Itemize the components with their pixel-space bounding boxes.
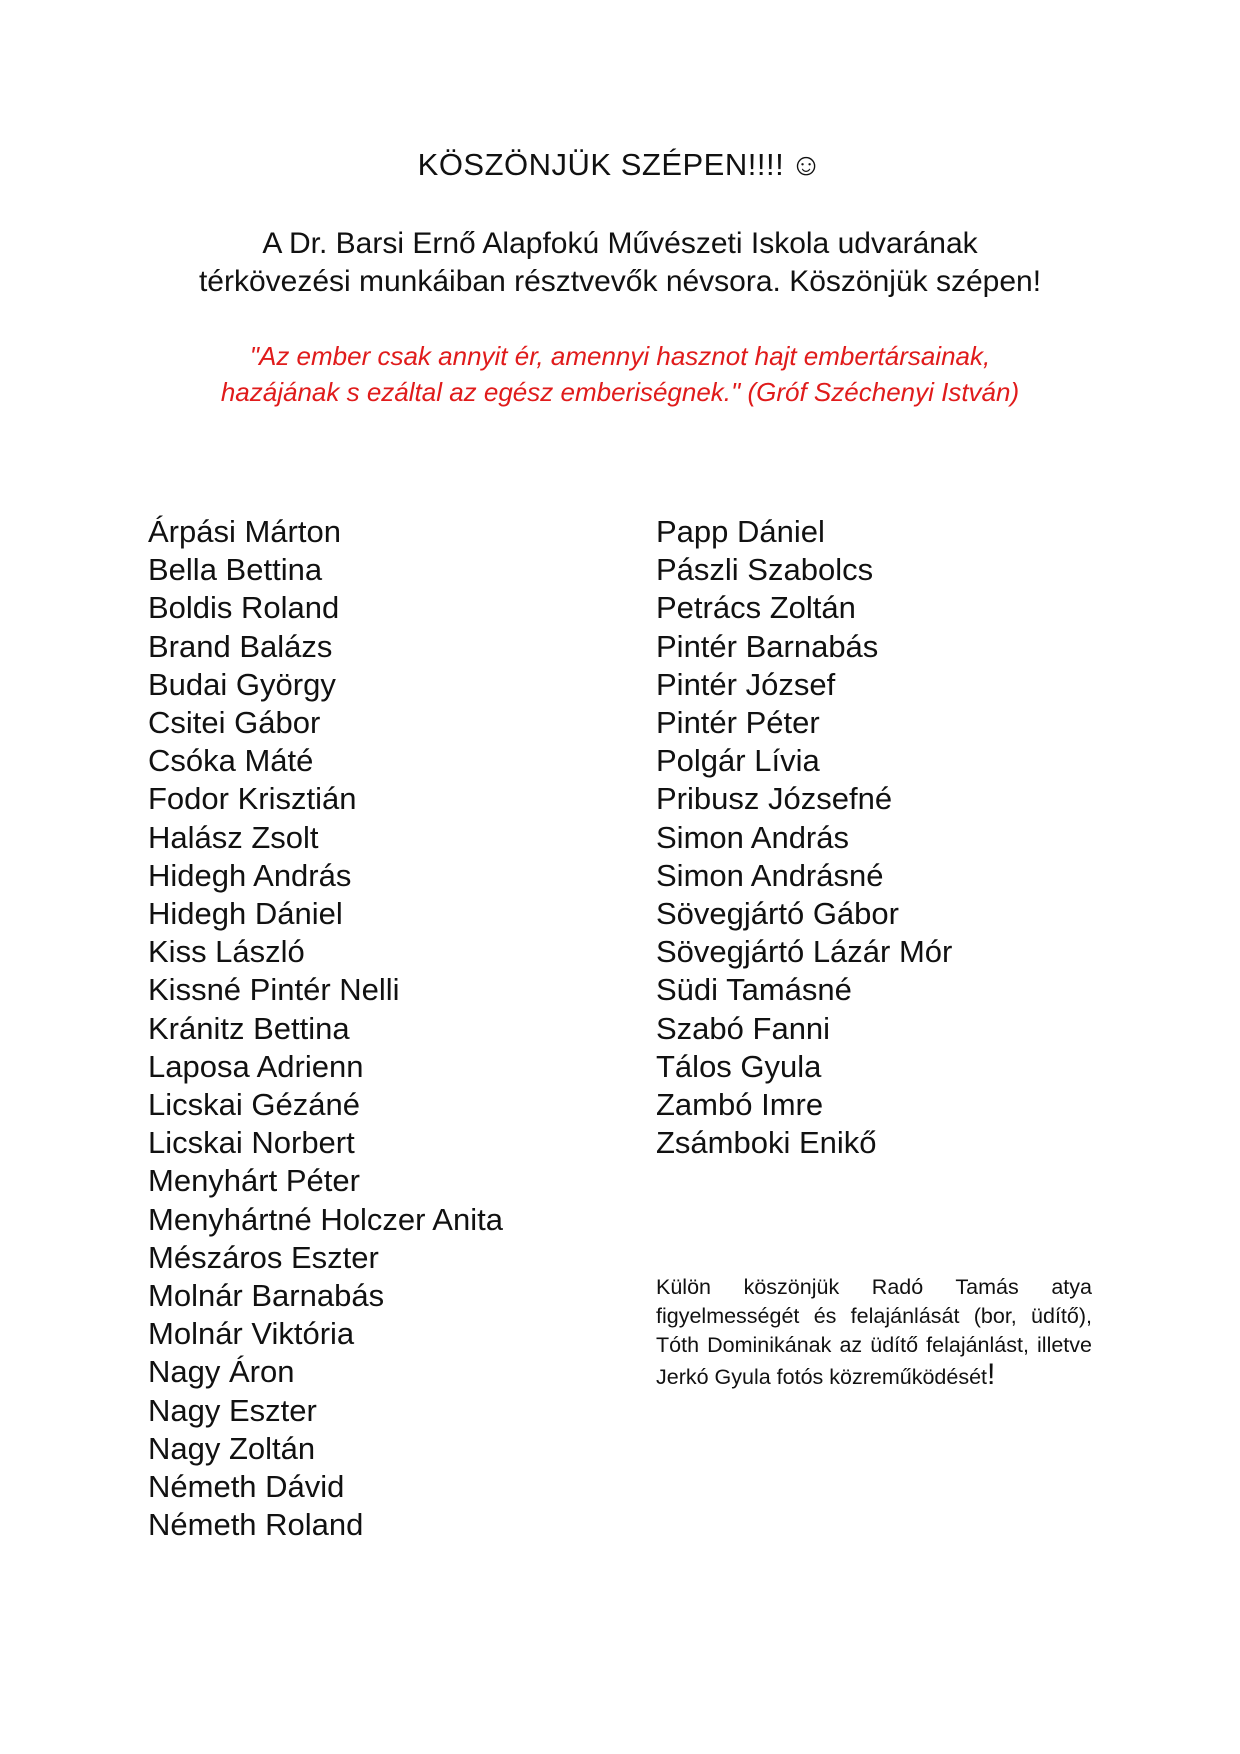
note-text: Külön köszönjük Radó Tamás atya figyelmességét és felajánlását (bor, üdítő), Tóth Dominikának az üdítő felajánlást, illetve Jerkó Gyula fotós közreműködését [656, 1275, 1092, 1389]
list-item: Sövegjártó Gábor [656, 896, 899, 932]
acknowledgement-note [656, 1273, 1092, 1392]
list-item: Papp Dániel [656, 514, 825, 549]
quote-block [100, 338, 1140, 410]
list-item: Mészáros Eszter [148, 1239, 379, 1275]
list-item: Nagy Zoltán [148, 1430, 316, 1466]
page-title [0, 145, 1240, 185]
list-item: Laposa Adrienn [148, 1048, 364, 1084]
list-item: Kiss László [148, 934, 305, 970]
list-item: Pászli Szabolcs [656, 552, 874, 588]
list-item: Molnár Viktória [148, 1316, 355, 1352]
list-item: Fodor Krisztián [148, 781, 357, 817]
list-item: Boldis Roland [148, 590, 340, 626]
smiley-icon: ☺ [790, 147, 823, 182]
list-item: Nagy Eszter [148, 1392, 317, 1428]
quote-line-2: hazájának s ezáltal az egész emberiségnek." (Gróf Széchenyi István) [220, 377, 1020, 407]
note-exclamation: ! [987, 1358, 996, 1391]
names-list-left [148, 513, 503, 1544]
quote-line-1: "Az ember csak annyit ér, amennyi hasznot hajt embertársainak, [249, 341, 991, 371]
list-item: Hidegh Dániel [148, 896, 343, 932]
list-item: Brand Balázs [148, 628, 333, 664]
list-item: Halász Zsolt [148, 819, 319, 855]
list-item: Kránitz Bettina [148, 1010, 350, 1046]
list-item: Zsámboki Enikő [656, 1125, 877, 1161]
list-item: Zambó Imre [656, 1087, 824, 1123]
list-item: Simon Andrásné [656, 857, 884, 893]
list-item: Kissné Pintér Nelli [148, 972, 400, 1008]
list-item: Polgár Lívia [656, 743, 820, 779]
list-item: Petrács Zoltán [656, 590, 856, 626]
list-item: Szabó Fanni [656, 1010, 831, 1046]
title-text: KÖSZÖNJÜK SZÉPEN!!!! [417, 147, 785, 182]
list-item: Csóka Máté [148, 743, 314, 779]
list-item: Menyhárt Péter [148, 1163, 360, 1199]
list-item: Nagy Áron [148, 1354, 295, 1390]
list-item: Menyhártné Holczer Anita [148, 1201, 503, 1237]
list-item: Tálos Gyula [656, 1048, 822, 1084]
intro-paragraph [100, 225, 1140, 301]
intro-line-1: A Dr. Barsi Ernő Alapfokú Művészeti Iskola udvarának [262, 227, 978, 260]
list-item: Licskai Gézáné [148, 1087, 360, 1123]
list-item: Budai György [148, 666, 336, 702]
list-item: Simon András [656, 819, 849, 855]
list-item: Pribusz Józsefné [656, 781, 893, 817]
list-item: Licskai Norbert [148, 1125, 355, 1161]
list-item: Árpási Márton [148, 514, 341, 549]
list-item: Hidegh András [148, 857, 352, 893]
list-item: Molnár Barnabás [148, 1278, 385, 1314]
list-item: Pintér József [656, 666, 836, 702]
list-item: Bella Bettina [148, 552, 323, 588]
list-item: Csitei Gábor [148, 705, 321, 741]
list-item: Németh Dávid [148, 1469, 345, 1505]
list-item: Sövegjártó Lázár Mór [656, 934, 953, 970]
intro-line-2: térkövezési munkáiban résztvevők névsora. Köszönjük szépen! [198, 265, 1042, 298]
list-item: Südi Tamásné [656, 972, 852, 1008]
list-item: Németh Roland [148, 1507, 364, 1543]
list-item: Pintér Péter [656, 705, 820, 741]
names-list-right [656, 513, 952, 1162]
list-item: Pintér Barnabás [656, 628, 879, 664]
